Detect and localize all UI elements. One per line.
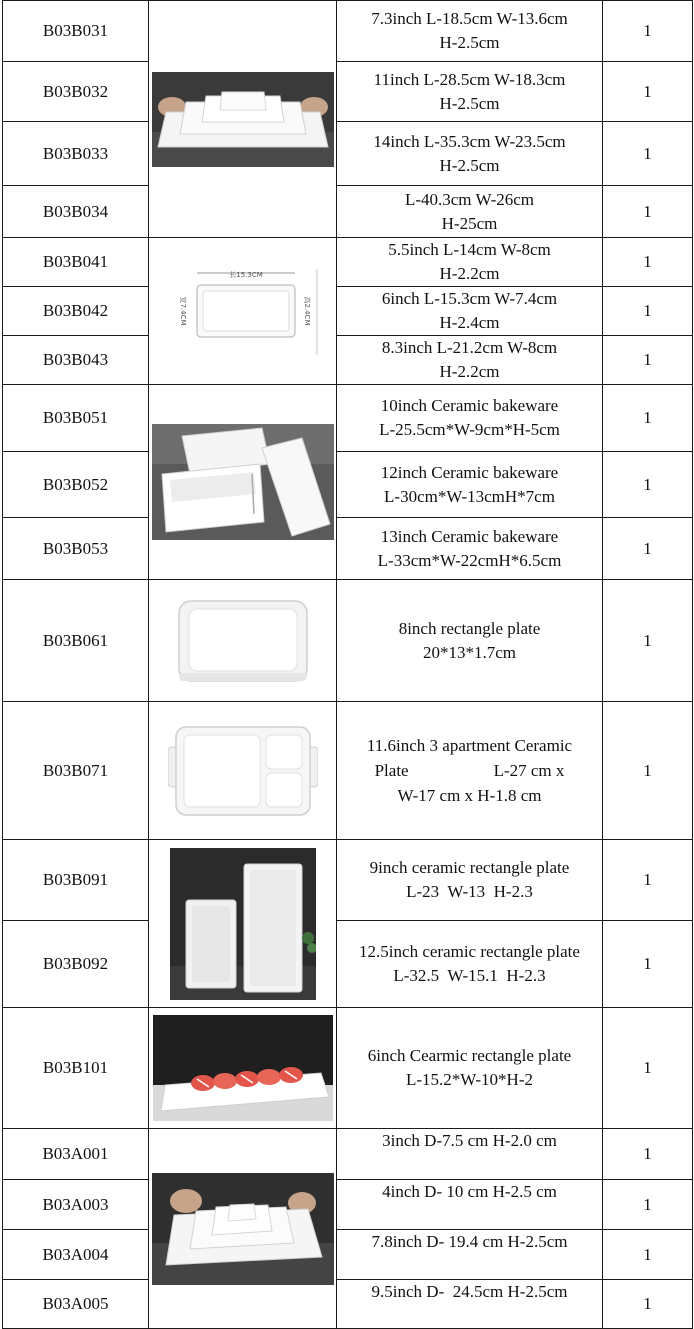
product-quantity: 1 [603,122,693,186]
spec-line: H-2.5cm [439,93,500,113]
table-row [3,1180,693,1230]
product-spec [337,287,603,336]
spec-line: L-23 W-13 H-2.3 [406,882,533,901]
spec-line: 20*13*1.7cm [422,642,517,662]
product-quantity: 1 [603,1008,693,1129]
product-spec [337,1008,603,1129]
spec-line: 6inch L-15.3cm W-7.4cm [381,289,558,308]
product-image-cell [149,1008,337,1129]
product-image-cell [149,580,337,702]
spec-line: 5.5inch L-14cm W-8cm [388,240,551,259]
product-quantity: 1 [603,186,693,238]
product-spec [337,580,603,702]
product-quantity: 1 [603,580,693,702]
spec-line: H-2.2cm [439,362,500,381]
product-code: B03B052 [3,452,149,518]
product-quantity: 1 [603,518,693,580]
product-spec [337,921,603,1008]
product-spec [337,186,603,238]
table-row [3,1008,693,1129]
product-spec [337,238,603,287]
product-quantity: 1 [603,238,693,287]
spec-line: H-2.4cm [439,313,500,332]
table-row [3,62,693,122]
product-code: B03B041 [3,238,149,287]
product-spec [337,385,603,452]
product-spec [337,518,603,580]
rectangle-plate-dimension-drawing-icon [163,265,323,357]
product-quantity: 1 [603,1129,693,1180]
product-quantity: 1 [603,1180,693,1230]
spec-line: 3inch D-7.5 cm H-2.0 cm [382,1131,557,1150]
spec-line: Plate L-27 cm x [374,761,565,780]
product-image-cell [149,238,337,385]
spec-line: 6inch Cearmic rectangle plate [367,1046,572,1065]
spec-line: H-2.5cm [439,155,500,175]
product-code: B03A004 [3,1230,149,1280]
dimension-label-height: 高2.4CM [302,296,311,326]
dimension-label-width: 宽7.4CM [178,296,187,326]
product-code: B03A005 [3,1280,149,1329]
product-code: B03B032 [3,62,149,122]
product-code: B03A001 [3,1129,149,1180]
product-spec [337,1129,603,1180]
spec-line: 10inch Ceramic bakeware [380,396,559,415]
product-image-cell [149,702,337,840]
product-spec [337,62,603,122]
product-code: B03B092 [3,921,149,1008]
spec-line: 12.5inch ceramic rectangle plate [359,942,580,961]
table-row [3,452,693,518]
white-rectangle-plate-photo-icon [173,593,313,689]
table-row [3,385,693,452]
table-row [3,921,693,1008]
spec-line: 4inch D- 10 cm H-2.5 cm [382,1182,557,1201]
table-row [3,186,693,238]
product-spec [337,1180,603,1230]
table-row [3,518,693,580]
table-row [3,580,693,702]
ceramic-bakeware-photo-icon [152,424,334,540]
product-quantity: 1 [603,840,693,921]
table-row [3,1230,693,1280]
product-spec [337,702,603,840]
dimension-label-length: 长15.3CM [228,271,263,279]
spec-line: L-30cm*W-13cmH*7cm [384,486,555,506]
spec-line: L-15.2*W-10*H-2 [405,1070,533,1089]
spec-line: 9inch ceramic rectangle plate [369,858,570,877]
product-code: B03B034 [3,186,149,238]
spec-line: H-2.2cm [439,264,500,283]
spec-line: 9.5inch D- 24.5cm H-2.5cm [371,1282,568,1301]
product-spec [337,1280,603,1329]
product-quantity: 1 [603,921,693,1008]
spec-line: 11inch L-28.5cm W-18.3cm [373,69,566,89]
product-spec [337,122,603,186]
product-code: B03B033 [3,122,149,186]
product-quantity: 1 [603,62,693,122]
table-row [3,1,693,62]
product-code: B03B071 [3,702,149,840]
product-spec [337,452,603,518]
product-quantity: 1 [603,452,693,518]
product-spec [337,1,603,62]
product-image-cell [149,1129,337,1329]
spec-line: 13inch Ceramic bakeware [380,526,559,546]
product-quantity: 1 [603,336,693,385]
product-code: B03B061 [3,580,149,702]
product-code: B03A003 [3,1180,149,1230]
spec-line: 8.3inch L-21.2cm W-8cm [381,338,558,357]
product-image-cell [149,1,337,238]
spec-line: 7.3inch L-18.5cm W-13.6cm [371,9,568,28]
product-code: B03B101 [3,1008,149,1129]
product-spec [337,840,603,921]
spec-line: 11.6inch 3 apartment Ceramic [366,736,573,755]
stacked-square-plates-photo-icon [152,72,334,167]
table-row [3,122,693,186]
table-row [3,1129,693,1180]
spec-line: L-40.3cm W-26cm [404,189,535,209]
spec-line: 12inch Ceramic bakeware [380,462,559,482]
product-code: B03B043 [3,336,149,385]
product-quantity: 1 [603,1,693,62]
product-spec [337,1230,603,1280]
table-row [3,840,693,921]
table-row [3,336,693,385]
salmon-rectangle-plate-photo-icon [153,1015,333,1121]
product-image-cell [149,840,337,1008]
table-row [3,702,693,840]
divided-plate-photo-icon [168,721,318,821]
product-code: B03B042 [3,287,149,336]
product-spec [337,336,603,385]
product-quantity: 1 [603,287,693,336]
spec-line: 14inch L-35.3cm W-23.5cm [373,131,566,151]
spec-line: L-32.5 W-15.1 H-2.3 [393,966,546,985]
table-row [3,238,693,287]
textured-rectangle-plates-photo-icon [170,848,316,1000]
spec-line: 8inch rectangle plate [398,618,541,638]
product-quantity: 1 [603,1230,693,1280]
product-code: B03B053 [3,518,149,580]
product-code: B03B091 [3,840,149,921]
spec-line: W-17 cm x H-1.8 cm [397,786,542,805]
table-row [3,287,693,336]
spec-line: 7.8inch D- 19.4 cm H-2.5cm [371,1232,568,1251]
product-spec-table [2,0,693,1329]
product-code: B03B051 [3,385,149,452]
product-quantity: 1 [603,1280,693,1329]
product-quantity: 1 [603,385,693,452]
product-code: B03B031 [3,1,149,62]
spec-line: L-25.5cm*W-9cm*H-5cm [379,420,560,439]
stacked-square-plates-photo-2-icon [152,1173,334,1285]
spec-line: H-25cm [441,213,498,233]
spec-line: L-33cm*W-22cmH*6.5cm [377,550,562,570]
table-row [3,1280,693,1329]
product-quantity: 1 [603,702,693,840]
product-image-cell [149,385,337,580]
spec-line: H-2.5cm [439,33,500,52]
